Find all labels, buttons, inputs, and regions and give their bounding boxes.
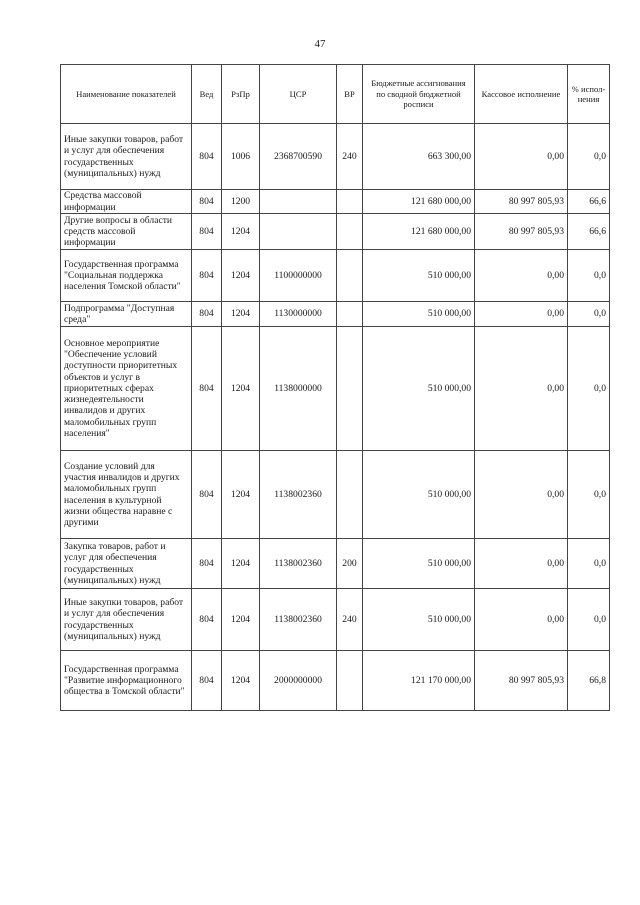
cell-percent: 66,6: [568, 190, 610, 214]
cell-percent: 0,0: [568, 451, 610, 539]
cell-vr: [337, 250, 363, 302]
cell-vr: [337, 190, 363, 214]
cell-name: Другие вопросы в области средств массовой информации: [61, 214, 192, 250]
cell-ved: 804: [192, 190, 222, 214]
cell-csr: [260, 190, 337, 214]
cell-name: Государственная программа "Социальная поддержка населения Томской области": [61, 250, 192, 302]
cell-cash: 0,00: [475, 327, 568, 451]
cell-percent: 66,8: [568, 651, 610, 711]
cell-rzpr: 1204: [222, 451, 260, 539]
cell-cash: 0,00: [475, 250, 568, 302]
cell-budget: 510 000,00: [363, 451, 475, 539]
cell-percent: 0,0: [568, 250, 610, 302]
cell-vr: [337, 214, 363, 250]
cell-name: Основное мероприятие "Обеспечение условий доступности приоритетных объектов и услуг в приоритетных сферах жизнедеятельности инвалидов и других маломобильных групп населения": [61, 327, 192, 451]
cell-cash: 0,00: [475, 124, 568, 190]
cell-ved: 804: [192, 539, 222, 589]
cell-budget: 510 000,00: [363, 589, 475, 651]
cell-name: Подпрограмма "Доступная среда": [61, 302, 192, 327]
cell-vr: 240: [337, 589, 363, 651]
cell-ved: 804: [192, 451, 222, 539]
table-row: [61, 651, 610, 711]
cell-csr: 2000000000: [260, 651, 337, 711]
cell-cash: 0,00: [475, 302, 568, 327]
cell-ved: 804: [192, 651, 222, 711]
column-header-budget: Бюджетные ассигнования по сводной бюджетной росписи: [363, 65, 475, 124]
cell-csr: 1138000000: [260, 327, 337, 451]
cell-rzpr: 1204: [222, 651, 260, 711]
cell-percent: 0,0: [568, 124, 610, 190]
cell-csr: 1138002360: [260, 539, 337, 589]
cell-name: Иные закупки товаров, работ и услуг для обеспечения государственных (муниципальных) нужд: [61, 124, 192, 190]
cell-csr: 1100000000: [260, 250, 337, 302]
table-row: [61, 589, 610, 651]
cell-ved: 804: [192, 124, 222, 190]
cell-budget: 121 680 000,00: [363, 190, 475, 214]
cell-budget: 510 000,00: [363, 302, 475, 327]
cell-name: Закупка товаров, работ и услуг для обеспечения государственных (муниципальных) нужд: [61, 539, 192, 589]
cell-ved: 804: [192, 214, 222, 250]
cell-percent: 0,0: [568, 539, 610, 589]
cell-vr: [337, 327, 363, 451]
cell-cash: 0,00: [475, 451, 568, 539]
cell-percent: 0,0: [568, 589, 610, 651]
cell-csr: 1130000000: [260, 302, 337, 327]
cell-cash: 80 997 805,93: [475, 214, 568, 250]
column-header-percent: % испол-нения: [568, 65, 610, 124]
cell-csr: 1138002360: [260, 589, 337, 651]
table-row: [61, 250, 610, 302]
cell-percent: 0,0: [568, 302, 610, 327]
cell-cash: 80 997 805,93: [475, 190, 568, 214]
column-header-csr: ЦСР: [260, 65, 337, 124]
cell-vr: 240: [337, 124, 363, 190]
table-row: [61, 327, 610, 451]
cell-rzpr: 1204: [222, 250, 260, 302]
cell-vr: [337, 451, 363, 539]
column-header-cash: Кассовое исполнение: [475, 65, 568, 124]
cell-rzpr: 1204: [222, 302, 260, 327]
cell-csr: [260, 214, 337, 250]
cell-budget: 510 000,00: [363, 539, 475, 589]
cell-budget: 663 300,00: [363, 124, 475, 190]
budget-execution-table: [60, 64, 610, 711]
table-header-row: [61, 65, 610, 124]
cell-rzpr: 1204: [222, 539, 260, 589]
cell-csr: 1138002360: [260, 451, 337, 539]
cell-budget: 121 170 000,00: [363, 651, 475, 711]
cell-name: Средства массовой информации: [61, 190, 192, 214]
page-number: 47: [314, 38, 326, 50]
column-header-name: Наименование показателей: [61, 65, 192, 124]
cell-name: Иные закупки товаров, работ и услуг для обеспечения государственных (муниципальных) нужд: [61, 589, 192, 651]
cell-name: Создание условий для участия инвалидов и других маломобильных групп населения в культурной жизни общества наравне с другими: [61, 451, 192, 539]
cell-budget: 510 000,00: [363, 250, 475, 302]
cell-vr: [337, 302, 363, 327]
cell-rzpr: 1204: [222, 214, 260, 250]
cell-ved: 804: [192, 589, 222, 651]
cell-budget: 121 680 000,00: [363, 214, 475, 250]
cell-rzpr: 1006: [222, 124, 260, 190]
cell-vr: 200: [337, 539, 363, 589]
table-row: [61, 124, 610, 190]
column-header-rzpr: РзПр: [222, 65, 260, 124]
cell-ved: 804: [192, 250, 222, 302]
column-header-vr: ВР: [337, 65, 363, 124]
table-row: [61, 302, 610, 327]
table-row: [61, 214, 610, 250]
cell-ved: 804: [192, 302, 222, 327]
cell-rzpr: 1200: [222, 190, 260, 214]
cell-budget: 510 000,00: [363, 327, 475, 451]
cell-percent: 0,0: [568, 327, 610, 451]
cell-vr: [337, 651, 363, 711]
cell-csr: 2368700590: [260, 124, 337, 190]
cell-rzpr: 1204: [222, 589, 260, 651]
cell-cash: 0,00: [475, 539, 568, 589]
cell-name: Государственная программа "Развитие информационного общества в Томской области": [61, 651, 192, 711]
cell-rzpr: 1204: [222, 327, 260, 451]
table-row: [61, 451, 610, 539]
table-row: [61, 539, 610, 589]
table-row: [61, 190, 610, 214]
column-header-ved: Вед: [192, 65, 222, 124]
cell-cash: 0,00: [475, 589, 568, 651]
cell-ved: 804: [192, 327, 222, 451]
cell-cash: 80 997 805,93: [475, 651, 568, 711]
cell-percent: 66,6: [568, 214, 610, 250]
